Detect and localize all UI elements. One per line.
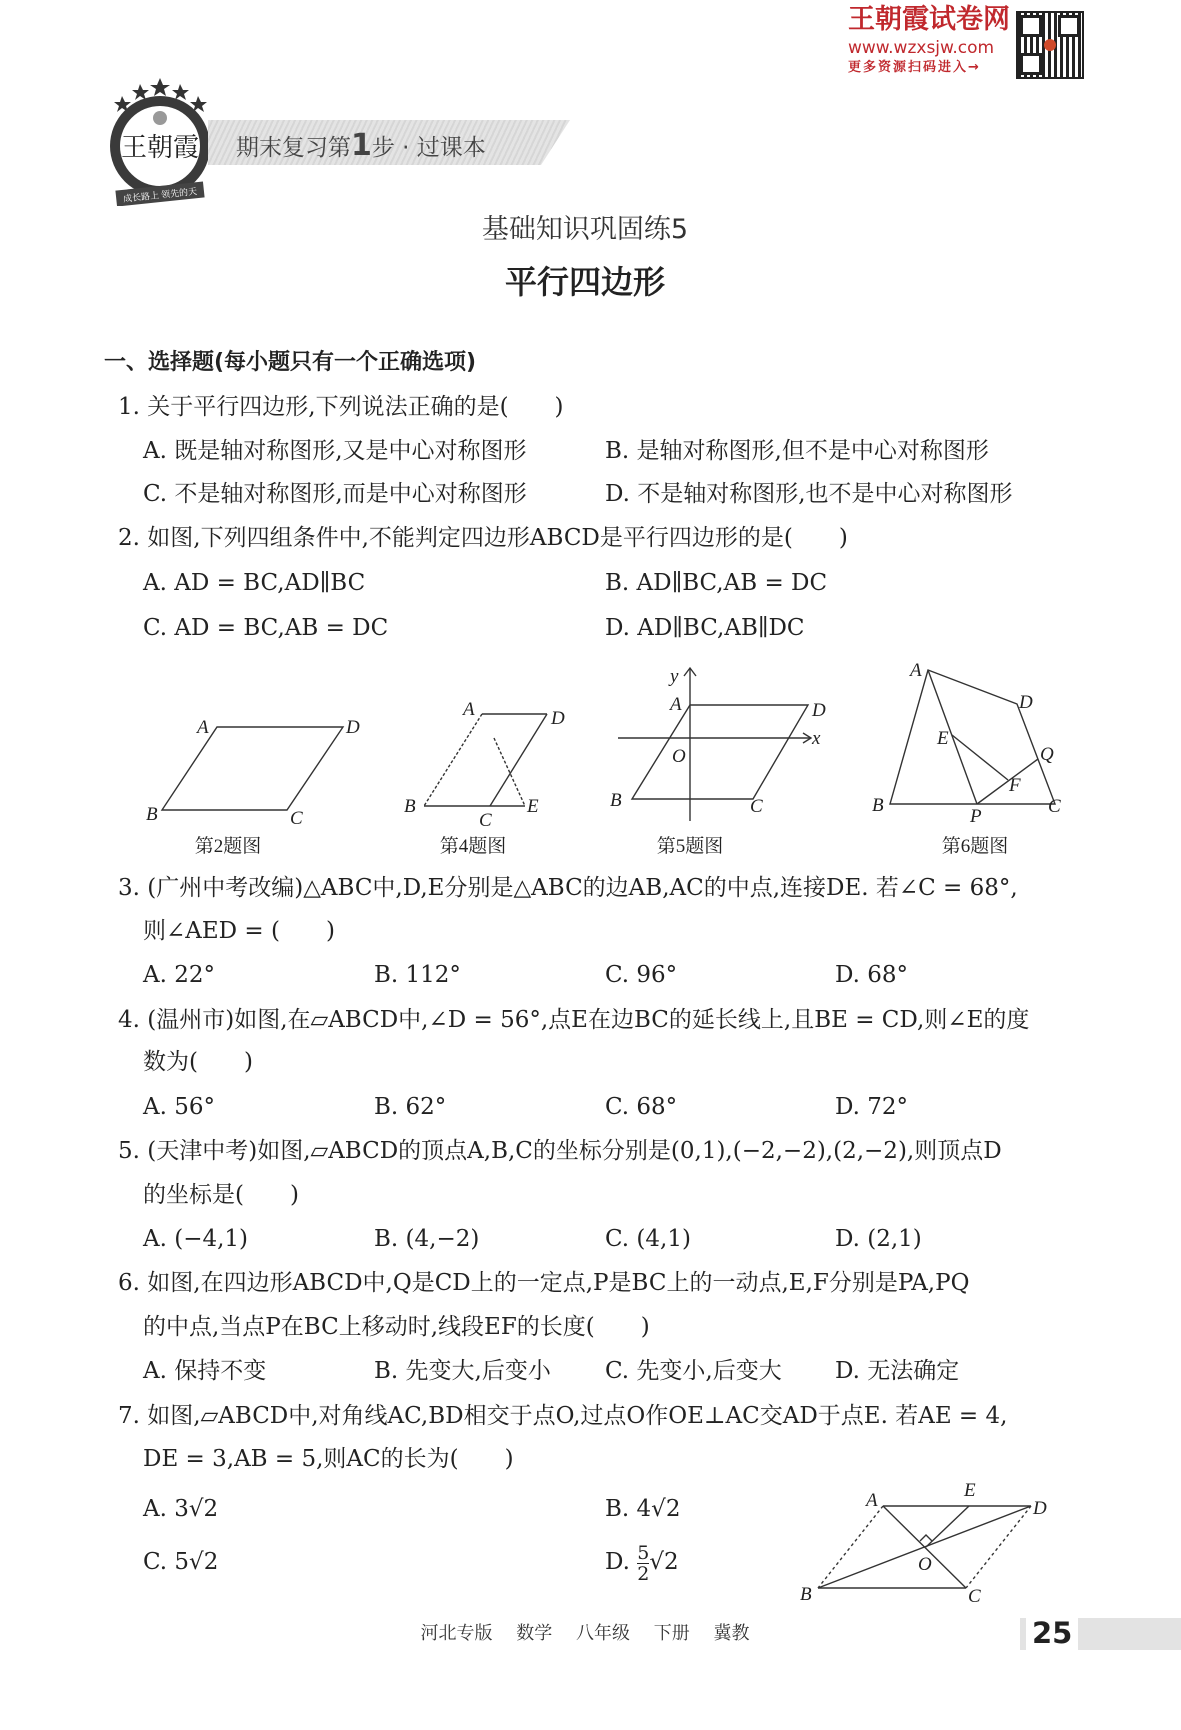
svg-text:D: D bbox=[551, 708, 565, 729]
question-2: 2. 如图,下列四组条件中,不能判定四边形ABCD是平行四边形的是( ) bbox=[118, 525, 848, 551]
q2-option-a[interactable]: A. AD = BC,AD∥BC bbox=[143, 570, 366, 596]
question-6: 6. 如图,在四边形ABCD中,Q是CD上的一定点,P是BC上的一动点,E,F分别是PA,PQ bbox=[118, 1270, 970, 1296]
page-number-tab bbox=[1020, 1618, 1181, 1650]
fig7-diagram bbox=[780, 1480, 1080, 1610]
svg-text:C: C bbox=[968, 1586, 981, 1607]
question-6-cont: 的中点,当点P在BC上移动时,线段EF的长度( ) bbox=[143, 1314, 650, 1340]
svg-text:y: y bbox=[670, 666, 679, 687]
brand-url[interactable]: www.wzxsjw.com bbox=[848, 38, 995, 58]
footer-grade: 八年级 bbox=[576, 1623, 630, 1644]
q6-option-b[interactable]: B. 先变大,后变小 bbox=[374, 1358, 551, 1384]
q2-option-d[interactable]: D. AD∥BC,AB∥DC bbox=[605, 615, 805, 641]
question-7-cont: DE = 3,AB = 5,则AC的长为( ) bbox=[143, 1446, 514, 1472]
svg-text:C: C bbox=[290, 808, 303, 829]
q3-option-a[interactable]: A. 22° bbox=[143, 962, 215, 988]
q6-option-a[interactable]: A. 保持不变 bbox=[143, 1358, 267, 1384]
svg-text:O: O bbox=[672, 746, 686, 767]
q4-option-d[interactable]: D. 72° bbox=[835, 1094, 909, 1120]
section-heading: 一、选择题(每小题只有一个正确选项) bbox=[104, 350, 477, 375]
svg-text:P: P bbox=[970, 806, 982, 827]
footer-volume: 下册 bbox=[653, 1623, 690, 1644]
page-number: 25 bbox=[1032, 1616, 1073, 1650]
radical: √2 bbox=[649, 1549, 679, 1575]
brand-name: 王朝霞试卷网 bbox=[848, 4, 1010, 35]
svg-text:B: B bbox=[146, 804, 158, 825]
fig6-caption: 第6题图 bbox=[941, 836, 1009, 857]
svg-text:x: x bbox=[812, 728, 821, 749]
footer-info bbox=[300, 1622, 870, 1646]
svg-text:Q: Q bbox=[1040, 744, 1054, 765]
numerator: 5 bbox=[637, 1541, 650, 1564]
banner-text-b: 步 · 过课本 bbox=[371, 135, 486, 161]
q7-option-b[interactable]: B. 4√2 bbox=[605, 1496, 681, 1522]
banner-text-a: 期末复习第 bbox=[236, 135, 351, 161]
logo-ribbon-text: 成长路上 领先的天 bbox=[122, 186, 198, 204]
svg-text:C: C bbox=[750, 796, 763, 817]
question-4-cont: 数为( ) bbox=[143, 1049, 253, 1075]
svg-text:E: E bbox=[964, 1480, 976, 1501]
q4-option-a[interactable]: A. 56° bbox=[143, 1094, 215, 1120]
fig2-caption: 第2题图 bbox=[194, 836, 262, 857]
q7-option-d[interactable] bbox=[605, 1540, 679, 1584]
svg-text:D: D bbox=[346, 717, 360, 738]
svg-text:A: A bbox=[197, 717, 209, 738]
q1-option-b[interactable]: B. 是轴对称图形,但不是中心对称图形 bbox=[605, 438, 989, 464]
q2-option-c[interactable]: C. AD = BC,AB = DC bbox=[143, 615, 389, 641]
fig4-caption: 第4题图 bbox=[439, 836, 507, 857]
q7-option-d-label: D. bbox=[605, 1549, 638, 1575]
q5-option-c[interactable]: C. (4,1) bbox=[605, 1226, 691, 1252]
brand-hint: 更多资源扫码进入→ bbox=[848, 60, 981, 75]
q1-option-a[interactable]: A. 既是轴对称图形,又是中心对称图形 bbox=[143, 438, 527, 464]
svg-text:D: D bbox=[812, 700, 826, 721]
question-1: 1. 关于平行四边形,下列说法正确的是( ) bbox=[118, 394, 564, 420]
svg-text:E: E bbox=[937, 728, 949, 749]
fig4-labels bbox=[404, 699, 565, 831]
question-5: 5. (天津中考)如图,▱ABCD的顶点A,B,C的坐标分别是(0,1),(−2,−2),(2,−2),则顶点D bbox=[118, 1138, 1002, 1164]
q4-option-c[interactable]: C. 68° bbox=[605, 1094, 678, 1120]
fraction bbox=[637, 1543, 649, 1584]
q7-option-a[interactable]: A. 3√2 bbox=[143, 1496, 219, 1522]
question-7: 7. 如图,▱ABCD中,对角线AC,BD相交于点O,过点O作OE⊥AC交AD于点E. 若AE = 4, bbox=[118, 1403, 1008, 1429]
q5-option-d[interactable]: D. (2,1) bbox=[835, 1226, 922, 1252]
svg-text:A: A bbox=[463, 699, 475, 720]
fig5-labels bbox=[610, 666, 826, 817]
fig6-quadrilateral bbox=[890, 670, 1055, 804]
fig2-parallelogram bbox=[162, 727, 343, 810]
q3-option-c[interactable]: C. 96° bbox=[605, 962, 678, 988]
fig2-labels bbox=[146, 717, 360, 829]
svg-text:A: A bbox=[670, 694, 682, 715]
worksheet-subtitle: 基础知识巩固练5 bbox=[481, 214, 689, 245]
svg-text:B: B bbox=[404, 796, 416, 817]
svg-text:B: B bbox=[872, 795, 884, 816]
q6-option-c[interactable]: C. 先变小,后变大 bbox=[605, 1358, 782, 1384]
q3-option-d[interactable]: D. 68° bbox=[835, 962, 909, 988]
svg-text:F: F bbox=[1009, 775, 1021, 796]
svg-text:D: D bbox=[1019, 692, 1033, 713]
svg-text:A: A bbox=[910, 660, 922, 681]
footer-subject: 数学 bbox=[516, 1623, 553, 1644]
question-4: 4. (温州市)如图,在▱ABCD中,∠D = 56°,点E在边BC的延长线上,且BE = CD,则∠E的度 bbox=[118, 1007, 1030, 1033]
banner-step-number: 1 bbox=[351, 128, 372, 163]
svg-text:E: E bbox=[527, 796, 539, 817]
q6-option-d[interactable]: D. 无法确定 bbox=[835, 1358, 960, 1384]
q4-option-b[interactable]: B. 62° bbox=[374, 1094, 447, 1120]
svg-text:A: A bbox=[866, 1490, 878, 1511]
logo-text: 王朝霞 bbox=[120, 133, 200, 163]
svg-text:B: B bbox=[610, 790, 622, 811]
q2-option-b[interactable]: B. AD∥BC,AB = DC bbox=[605, 570, 828, 596]
question-5-cont: 的坐标是( ) bbox=[143, 1182, 299, 1208]
q5-option-a[interactable]: A. (−4,1) bbox=[143, 1226, 249, 1252]
svg-text:D: D bbox=[1033, 1498, 1047, 1519]
footer-edition: 河北专版 bbox=[420, 1623, 493, 1644]
fig5-caption: 第5题图 bbox=[656, 836, 724, 857]
footer-publisher: 冀教 bbox=[713, 1623, 750, 1644]
q1-option-c[interactable]: C. 不是轴对称图形,而是中心对称图形 bbox=[143, 481, 527, 507]
question-3: 3. (广州中考改编)△ABC中,D,E分别是△ABC的边AB,AC的中点,连接DE. 若∠C = 68°, bbox=[118, 875, 1018, 901]
fig5-parallelogram bbox=[632, 705, 808, 799]
q5-option-b[interactable]: B. (4,−2) bbox=[374, 1226, 480, 1252]
q7-option-c[interactable]: C. 5√2 bbox=[143, 1549, 219, 1575]
q1-option-d[interactable]: D. 不是轴对称图形,也不是中心对称图形 bbox=[605, 481, 1013, 507]
page-title: 平行四边形 bbox=[504, 263, 665, 301]
q3-option-b[interactable]: B. 112° bbox=[374, 962, 461, 988]
svg-text:C: C bbox=[1048, 796, 1061, 817]
question-3-cont: 则∠AED = ( ) bbox=[143, 918, 335, 944]
svg-text:O: O bbox=[918, 1554, 932, 1575]
svg-text:B: B bbox=[800, 1584, 812, 1605]
svg-text:C: C bbox=[479, 810, 492, 831]
denominator: 2 bbox=[637, 1562, 650, 1585]
